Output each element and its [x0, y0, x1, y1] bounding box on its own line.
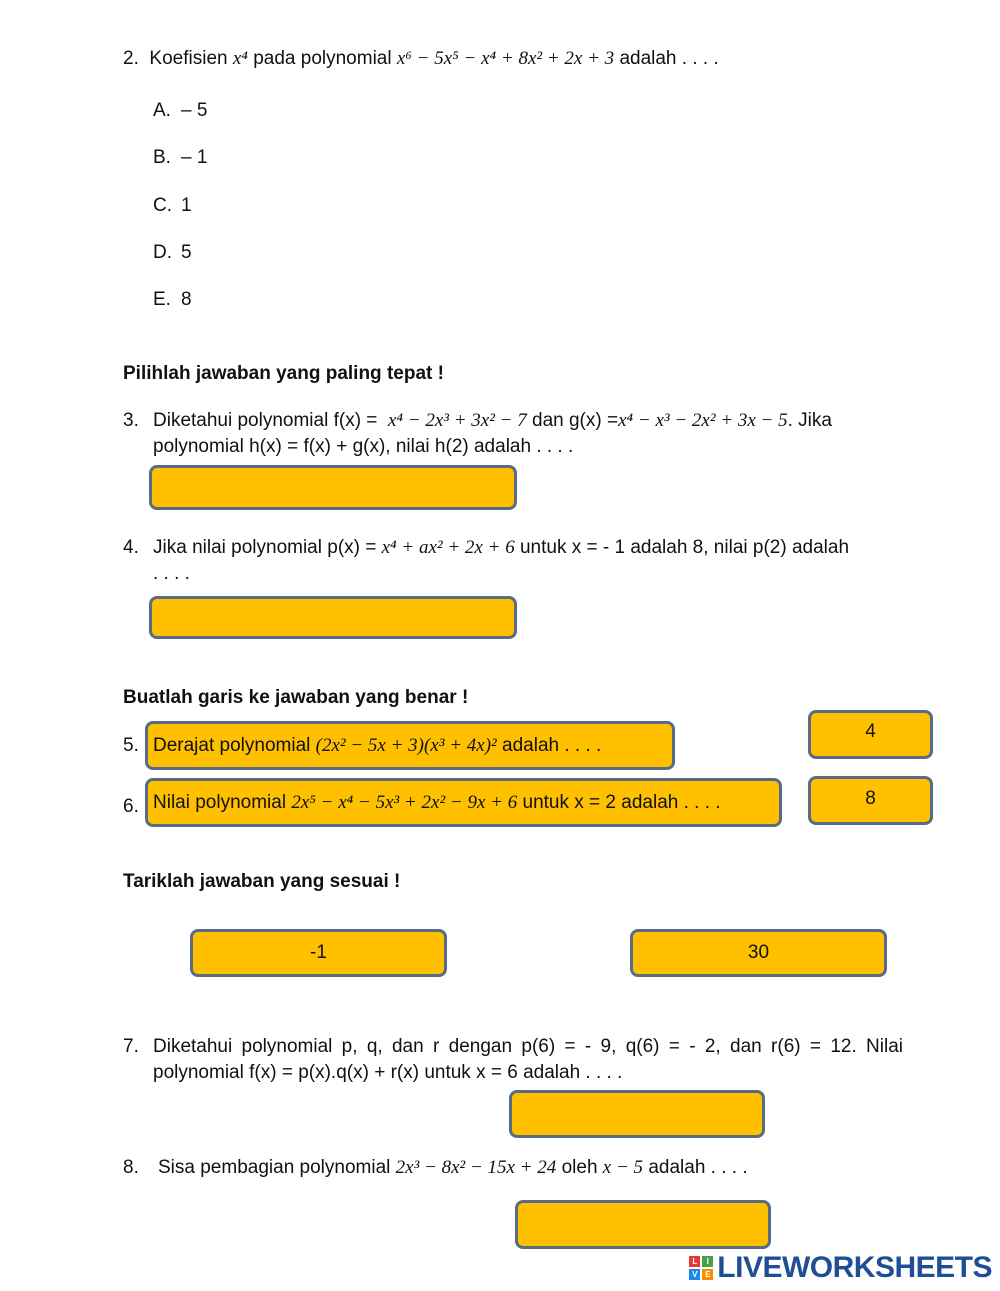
option-label: B.	[153, 147, 171, 168]
logo-letter: E	[702, 1269, 713, 1280]
question-text: Nilai polynomial	[153, 791, 287, 813]
match-item-q6[interactable]	[145, 778, 782, 827]
question-text: adalah . . . .	[619, 48, 719, 69]
logo-letter: V	[689, 1269, 700, 1280]
option-e[interactable]	[153, 289, 192, 311]
liveworksheets-logo	[689, 1251, 992, 1285]
section-heading: Buatlah garis ke jawaban yang benar !	[123, 687, 469, 708]
question-text: Koefisien	[149, 48, 228, 69]
option-value: – 5	[181, 100, 208, 121]
question-number: 5.	[123, 735, 139, 756]
question-number: 8.	[123, 1157, 139, 1178]
drag-answer-minus-1[interactable]	[190, 929, 447, 977]
math-expression: x − 5	[602, 1157, 644, 1178]
drag-answer-30[interactable]	[630, 929, 887, 977]
question-text: polynomial f(x) = p(x).q(x) + r(x) untuk x = 6 adalah . . . .	[153, 1062, 623, 1083]
question-text: . Jika	[787, 410, 832, 431]
answer-label: 4	[865, 720, 876, 742]
question-text: untuk x = - 1 adalah 8, nilai p(2) adalah	[519, 537, 850, 558]
math-expression: 2x⁵ − x⁴ − 5x³ + 2x² − 9x + 6	[291, 791, 518, 813]
section-heading: Pilihlah jawaban yang paling tepat !	[123, 363, 444, 384]
question-text: polynomial h(x) = f(x) + g(x), nilai h(2) adalah . . . .	[153, 436, 574, 457]
option-label: A.	[153, 100, 171, 121]
drop-target-q8[interactable]	[515, 1200, 771, 1249]
option-label: C.	[153, 195, 172, 216]
question-8-line	[158, 1157, 748, 1179]
match-answer-8[interactable]	[808, 776, 933, 825]
math-expression: (2x² − 5x + 3)(x³ + 4x)²	[315, 734, 497, 756]
question-text: Diketahui polynomial p, q, dan r dengan p(6) = - 9, q(6) = - 2, dan r(6) = 12. Nilai	[153, 1036, 903, 1057]
logo-mark-icon	[689, 1256, 713, 1280]
option-d[interactable]	[153, 242, 192, 264]
option-value: 1	[181, 195, 192, 216]
option-c[interactable]	[153, 195, 192, 217]
option-b[interactable]	[153, 147, 207, 169]
question-text: Derajat polynomial	[153, 734, 311, 756]
question-text: Jika nilai polynomial p(x) =	[153, 537, 377, 558]
answer-label: -1	[310, 942, 327, 963]
option-label: D.	[153, 242, 172, 263]
question-number: 6.	[123, 796, 139, 817]
answer-input-q4[interactable]	[149, 596, 517, 639]
option-value: 8	[181, 289, 192, 310]
option-value: – 1	[181, 147, 208, 168]
option-a[interactable]	[153, 100, 207, 122]
answer-label: 8	[865, 787, 876, 809]
question-number: 3.	[123, 410, 139, 431]
question-3-line-1	[153, 410, 832, 432]
logo-letter: I	[702, 1256, 713, 1267]
match-item-q5[interactable]	[145, 721, 675, 770]
question-number: 4.	[123, 537, 139, 558]
section-heading: Tariklah jawaban yang sesuai !	[123, 871, 401, 892]
question-text: Diketahui polynomial f(x) =	[153, 410, 378, 431]
logo-text: LIVEWORKSHEETS	[717, 1251, 992, 1284]
question-2	[123, 48, 719, 70]
math-expression: 2x³ − 8x² − 15x + 24	[395, 1157, 557, 1178]
math-expression: x⁴ − 2x³ + 3x² − 7	[387, 410, 527, 431]
question-text: Sisa pembagian polynomial	[158, 1157, 391, 1178]
question-4-line-1	[153, 537, 849, 559]
math-expression: x⁴ + ax² + 2x + 6	[381, 537, 515, 558]
drop-target-q7[interactable]	[509, 1090, 765, 1138]
math-expression: x⁶ − 5x⁵ − x⁴ + 8x² + 2x + 3	[396, 48, 615, 69]
question-text: untuk x = 2 adalah . . . .	[522, 791, 721, 813]
answer-label: 30	[747, 942, 770, 963]
question-number: 2.	[123, 48, 139, 69]
match-answer-4[interactable]	[808, 710, 933, 759]
question-text: pada polynomial	[253, 48, 392, 69]
logo-letter: L	[689, 1256, 700, 1267]
math-term: x⁴	[232, 48, 248, 69]
question-text: adalah . . . .	[502, 734, 602, 756]
math-expression: x⁴ − x³ − 2x² + 3x − 5	[618, 410, 788, 431]
option-label: E.	[153, 289, 171, 310]
answer-input-q3[interactable]	[149, 465, 517, 510]
question-text: adalah . . . .	[648, 1157, 748, 1178]
question-number: 7.	[123, 1036, 139, 1057]
option-value: 5	[181, 242, 192, 263]
question-text: oleh	[561, 1157, 598, 1178]
question-text: dan g(x) =	[532, 410, 619, 431]
question-text: . . . .	[153, 563, 190, 584]
